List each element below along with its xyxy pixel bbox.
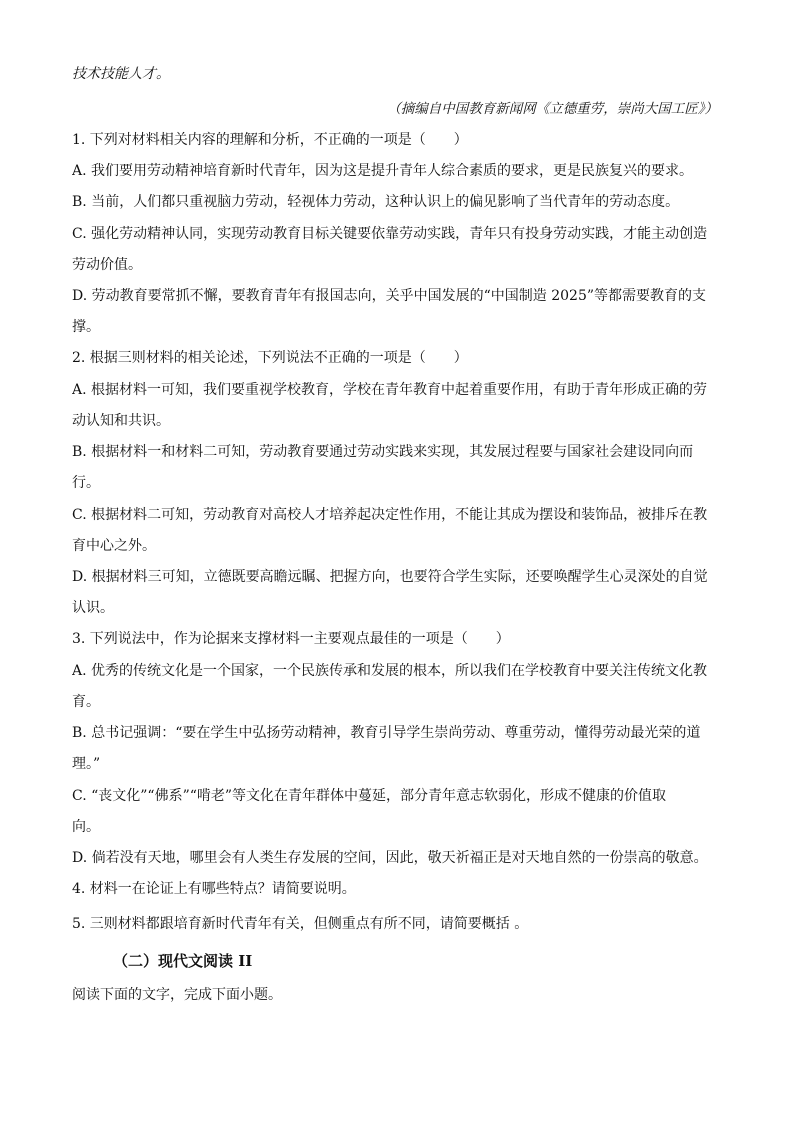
source-note: （摘编自中国教育新闻网《立德重劳，崇尚大国工匠》） xyxy=(387,101,718,117)
question-2-stem: 2. 根据三则材料的相关论述，下列说法不正确的一项是（ ） xyxy=(72,350,468,366)
section-heading: （二）现代文阅读 II xyxy=(113,952,253,970)
question-5-stem: 5. 三则材料都跟培育新时代青年有关，但侧重点有所不同，请简要概括 。 xyxy=(72,916,529,932)
question-3-option-a-cont: 育。 xyxy=(72,694,100,710)
question-3-option-b-cont: 理。” xyxy=(72,756,101,772)
question-1-option-d: D. 劳动教育要常抓不懈，要教育青年有报国志向，关乎中国发展的“中国制造 2025”等都需要教育的支 xyxy=(72,288,707,304)
question-3-option-a: A. 优秀的传统文化是一个国家，一个民族传承和发展的根本，所以我们在学校教育中要关注传统文化教 xyxy=(72,663,708,679)
section-instruction: 阅读下面的文字，完成下面小题。 xyxy=(72,987,282,1003)
question-2-option-a: A. 根据材料一可知，我们要重视学校教育，学校在青年教育中起着重要作用，有助于青年形成正确的劳 xyxy=(72,382,708,398)
question-1-option-a: A. 我们要用劳动精神培育新时代青年，因为这是提升青年人综合素质的要求，更是民族复兴的要求。 xyxy=(72,163,694,179)
question-1-option-c-cont: 劳动价值。 xyxy=(72,257,142,273)
intro-tail: 技术技能人才。 xyxy=(72,66,170,82)
question-3-option-b: B. 总书记强调：“要在学生中弘扬劳动精神，教育引导学生崇尚劳动、尊重劳动，懂得劳动最光荣的道 xyxy=(72,725,701,741)
question-4-stem: 4. 材料一在论证上有哪些特点？请简要说明。 xyxy=(72,881,356,897)
question-2-option-d-cont: 认识。 xyxy=(72,600,114,616)
question-2-option-b-cont: 行。 xyxy=(72,475,100,491)
question-1-option-c: C. 强化劳动精神认同，实现劳动教育目标关键要依靠劳动实践，青年只有投身劳动实践，才能主动创造 xyxy=(72,226,708,242)
question-3-option-d: D. 倘若没有天地，哪里会有人类生存发展的空间，因此，敬天祈福正是对天地自然的一份崇高的敬意。 xyxy=(72,850,708,866)
question-2-option-a-cont: 动认知和共识。 xyxy=(72,413,170,429)
question-1-stem: 1. 下列对材料相关内容的理解和分析，不正确的一项是（ ） xyxy=(72,132,468,148)
question-2-option-c-cont: 育中心之外。 xyxy=(72,538,156,554)
question-3-option-c-cont: 向。 xyxy=(72,819,100,835)
question-3-stem: 3. 下列说法中，作为论据来支撑材料一主要观点最佳的一项是（ ） xyxy=(72,631,510,647)
question-2-option-d: D. 根据材料三可知，立德既要高瞻远瞩、把握方向，也要符合学生实际，还要唤醒学生心灵深处的自觉 xyxy=(72,569,708,585)
question-1-option-b: B. 当前，人们都只重视脑力劳动，轻视体力劳动，这种认识上的偏见影响了当代青年的劳动态度。 xyxy=(72,194,680,210)
question-2-option-b: B. 根据材料一和材料二可知，劳动教育要通过劳动实践来实现，其发展过程要与国家社会建设同向而 xyxy=(72,444,694,460)
question-2-option-c: C. 根据材料二可知，劳动教育对高校人才培养起决定性作用，不能让其成为摆设和装饰品，被排斥在教 xyxy=(72,507,708,523)
question-1-option-d-cont: 撑。 xyxy=(72,319,100,335)
question-3-option-c: C. “丧文化”“佛系”“啃老”等文化在青年群体中蔓延，部分青年意志软弱化，形成不健康的价值取 xyxy=(72,788,667,804)
